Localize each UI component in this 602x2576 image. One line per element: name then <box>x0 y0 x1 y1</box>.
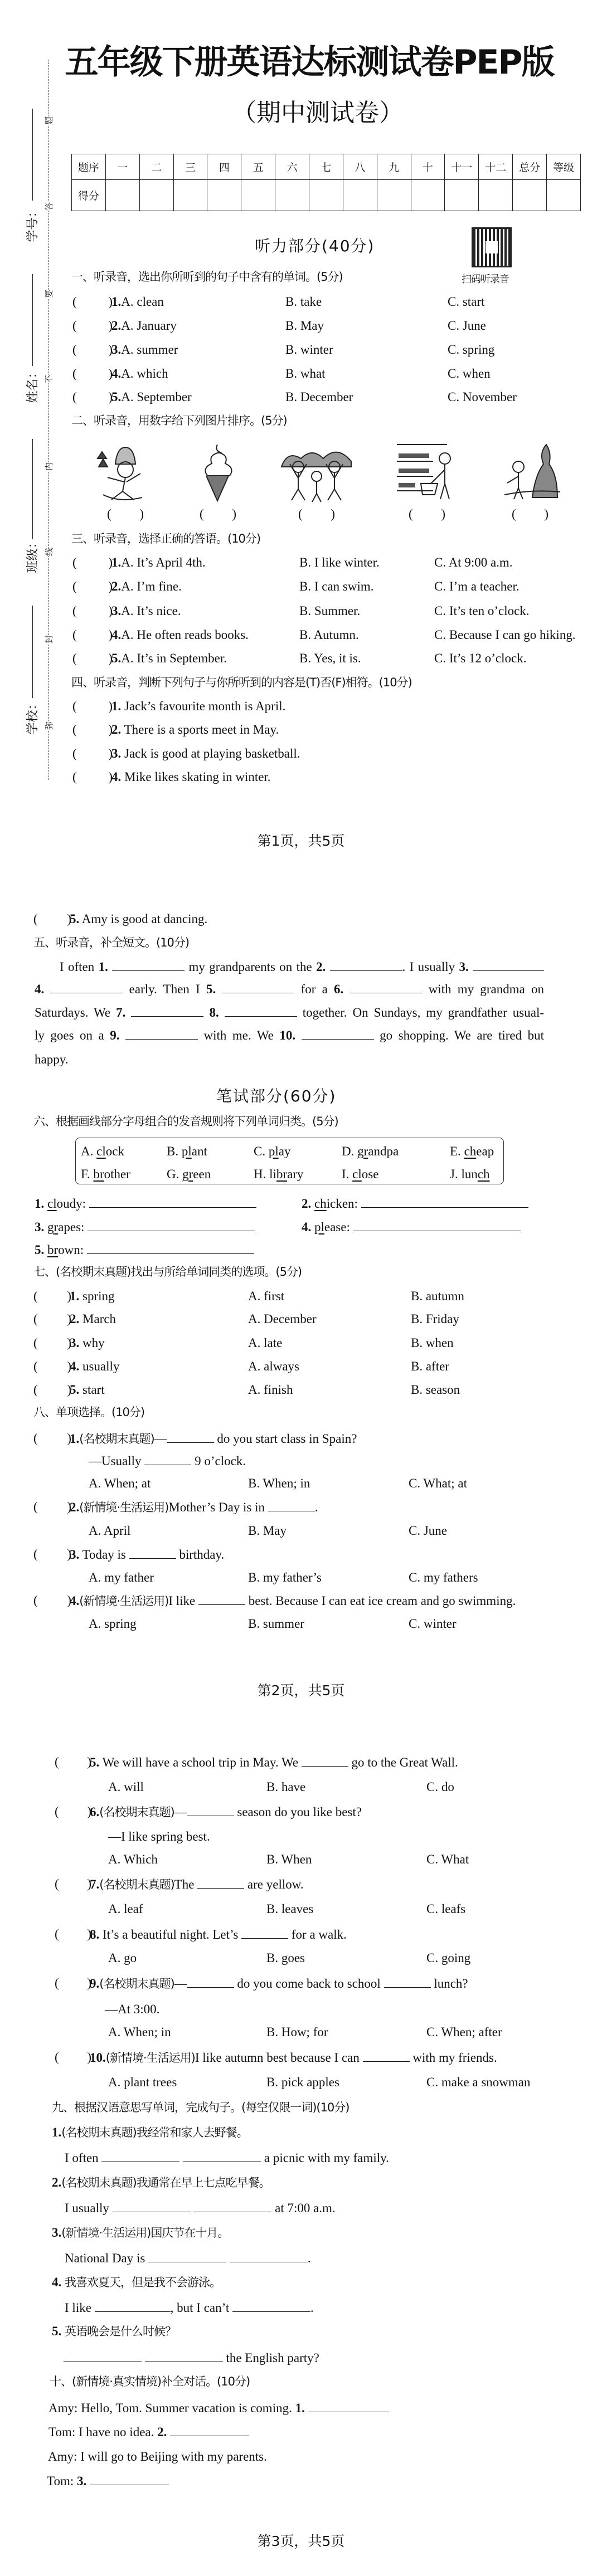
page-footer: 第3页，共5页 <box>257 2533 345 2549</box>
score-cell[interactable] <box>513 180 547 211</box>
family-exercising-picture <box>279 442 354 503</box>
score-cell[interactable] <box>275 180 309 211</box>
fill-blank[interactable] <box>125 1027 198 1040</box>
section-4-heading: 四、听录音，判断下列句子与你所听到的内容是(T)否(F)相符。(10分) <box>71 676 412 689</box>
answer-blank[interactable] <box>33 1382 71 1398</box>
question-row: ( ) 1. Jack’s favourite month is April. <box>0 699 602 714</box>
ice-cream-picture <box>198 442 237 503</box>
answer-blank[interactable] <box>55 1975 91 1991</box>
fill-blank[interactable] <box>187 1975 234 1988</box>
class-line <box>32 439 33 539</box>
section-7-heading: 七、(名校期末真题)找出与所给单词同类的选项。(5分) <box>33 1265 302 1279</box>
answer-blank[interactable] <box>33 1359 71 1374</box>
translation-prompt: 5. 英语晚会是什么时候？ <box>52 2324 176 2338</box>
fill-blank[interactable] <box>268 1499 315 1511</box>
exam-subtitle: （期中测试卷） <box>232 99 404 127</box>
question-row: ( ) 5. We will have a school trip in May. We go to the Great Wall. <box>0 1754 602 1770</box>
question-row: ( ) 5.A. September B. December C. November <box>0 389 602 405</box>
answer-blank[interactable] <box>72 651 113 666</box>
answer-blank[interactable] <box>72 294 113 310</box>
answer-blank[interactable] <box>409 506 445 522</box>
fill-blank[interactable] <box>241 1926 288 1939</box>
fill-blank[interactable] <box>95 2300 171 2312</box>
options-row: A. plant trees B. pick apples C. make a snowman <box>108 2075 531 2089</box>
fill-blank[interactable] <box>88 1219 255 1231</box>
translation-answer: National Day is . <box>65 2251 311 2265</box>
skating-boy-picture <box>92 442 159 503</box>
word-box-row: A. clock B. plant C. play D. grandpa E. cheap <box>81 1144 494 1158</box>
fill-blank[interactable] <box>145 2350 223 2362</box>
score-table <box>71 154 581 211</box>
reply-line: —I like spring best. <box>108 1829 210 1843</box>
fill-blank[interactable] <box>129 1546 176 1559</box>
fill-blank[interactable] <box>183 2150 261 2162</box>
fill-blank[interactable] <box>187 1804 234 1816</box>
page-footer: 第2页，共5页 <box>257 1682 345 1699</box>
page-footer: 第1页，共5页 <box>257 833 345 849</box>
question-row: ( ) 3.A. It’s nice. B. Summer. C. It’s ten o’clock. <box>0 603 602 619</box>
question-row: ( ) 3. Jack is good at playing basketball. <box>0 746 602 762</box>
section-3-heading: 三、听录音，选择正确的答语。(10分) <box>71 532 261 545</box>
fill-blank[interactable] <box>384 1975 431 1988</box>
options-row: A. Which B. When C. What <box>108 1852 469 1866</box>
question-row: ( ) 2.(新情境·生活运用)Mother’s Day is in . <box>0 1499 602 1515</box>
answer-blank[interactable] <box>33 911 71 927</box>
translation-answer: I often a picnic with my family. <box>65 2151 389 2165</box>
classify-row: 3. grapes: 4. please: <box>0 1219 602 1235</box>
question-row: ( ) 2.A. I’m fine. B. I can swim. C. I’m a teacher. <box>0 579 602 594</box>
answer-blank[interactable] <box>33 1335 71 1351</box>
passage-line: happy. <box>35 1052 69 1066</box>
seal-char: 内 <box>44 462 55 471</box>
answer-blank[interactable] <box>55 1804 91 1819</box>
question-row: ( ) 3. Today is birthday. <box>0 1546 602 1562</box>
seal-char: 弥 <box>44 721 55 730</box>
listening-part-title: 听力部分(40分) <box>255 237 375 255</box>
dialogue-line: Tom: I have no idea. 2. <box>48 2424 249 2440</box>
answer-blank[interactable] <box>33 1311 71 1327</box>
question-row: ( ) 3. why A. late B. when <box>0 1335 602 1351</box>
passage-line: Saturdays. We 7. 8. together. On Sundays, my grandfather usual- <box>35 1006 545 1019</box>
question-row: ( ) 5. start A. finish B. season <box>0 1382 602 1398</box>
translation-answer: I usually at 7:00 a.m. <box>65 2201 336 2215</box>
translation-prompt: 1.(名校期末真题)我经常和家人去野餐。 <box>52 2125 248 2139</box>
fill-blank[interactable] <box>113 2200 191 2212</box>
fill-blank[interactable] <box>350 981 423 993</box>
answer-blank[interactable] <box>33 1289 71 1304</box>
answer-blank[interactable] <box>72 699 113 714</box>
fill-blank[interactable] <box>89 1196 256 1208</box>
answer-blank[interactable] <box>72 746 113 762</box>
score-table-row: 得分 <box>72 180 581 211</box>
school-label: 学校： <box>26 697 40 735</box>
score-cell[interactable] <box>105 180 139 211</box>
classify-row: 5. brown: <box>0 1242 602 1257</box>
question-row: ( ) 3.A. summer B. winter C. spring <box>0 342 602 358</box>
question-row: ( ) 8. It’s a beautiful night. Let’s for a walk. <box>0 1926 602 1942</box>
translation-prompt: 4. 我喜欢夏天，但是我不会游泳。 <box>52 2275 221 2289</box>
qr-caption: 扫码听录音 <box>462 274 509 285</box>
score-cell[interactable] <box>207 180 241 211</box>
answer-blank[interactable] <box>55 2050 91 2065</box>
options-row: A. will B. have C. do <box>108 1780 454 1794</box>
question-row: ( ) 9.(名校期末真题)— do you come back to school lunch? <box>0 1975 602 1991</box>
question-row: ( ) 4.A. He often reads books. B. Autumn. C. Because I can go hiking. <box>0 627 602 643</box>
score-cell[interactable] <box>173 180 207 211</box>
section-2-heading: 二、听录音，用数字给下列图片排序。(5分) <box>71 414 287 427</box>
answer-blank[interactable] <box>72 627 113 643</box>
fill-blank[interactable] <box>361 1196 528 1208</box>
question-row: ( ) 2.A. January B. May C. June <box>0 318 602 334</box>
fill-blank[interactable] <box>193 2200 271 2212</box>
fill-blank[interactable] <box>230 2250 308 2262</box>
fill-blank[interactable] <box>198 1593 245 1605</box>
classify-row: 1. cloudy: 2. chicken: <box>0 1196 602 1211</box>
section-8-heading: 八、单项选择。(10分) <box>33 1406 145 1419</box>
fill-blank[interactable] <box>131 1004 203 1017</box>
reply-line: —Usually 9 o’clock. <box>89 1454 246 1468</box>
fill-blank[interactable] <box>225 1004 297 1017</box>
fill-blank[interactable] <box>148 2250 226 2262</box>
fill-blank[interactable] <box>112 959 185 971</box>
reply-line: —At 3:00. <box>105 2002 160 2016</box>
answer-blank[interactable] <box>55 1926 91 1942</box>
answer-blank[interactable] <box>33 1431 71 1446</box>
question-row: ( ) 4. usually A. always B. after <box>0 1359 602 1374</box>
score-cell[interactable] <box>343 180 377 211</box>
seal-char: 线 <box>44 547 55 557</box>
qr-code-icon[interactable] <box>472 227 512 267</box>
answer-blank[interactable] <box>72 366 113 382</box>
fill-blank[interactable] <box>232 2300 310 2312</box>
word-box-row: F. brother G. green H. library I. close J. lunch <box>81 1167 490 1181</box>
translation-answer: the English party? <box>64 2350 319 2366</box>
section-5-heading: 五、听录音，补全短文。(10分) <box>33 936 190 949</box>
answer-blank[interactable] <box>55 1876 91 1892</box>
question-row: ( ) 5.A. It’s in September. B. Yes, it is. C. It’s 12 o’clock. <box>0 651 602 666</box>
score-cell[interactable] <box>377 180 411 211</box>
answer-blank[interactable] <box>72 722 113 738</box>
seal-char: 不 <box>44 374 55 384</box>
fill-blank[interactable] <box>330 959 402 971</box>
seal-char: 题 <box>44 116 55 125</box>
score-cell[interactable] <box>547 180 581 211</box>
fill-blank[interactable] <box>50 981 123 993</box>
fill-blank[interactable] <box>302 1027 374 1040</box>
exam-title: 五年级下册英语达标测试卷PEP版 <box>65 43 554 82</box>
question-row: ( ) 1.A. It’s April 4th. B. I like winter. C. At 9:00 a.m. <box>0 555 602 570</box>
passage-line: ly goes on a 9. with me. We 10. go shopping. We are tired but <box>35 1028 544 1042</box>
answer-blank[interactable] <box>72 769 113 785</box>
fill-blank[interactable] <box>308 2400 389 2412</box>
score-cell[interactable] <box>445 180 479 211</box>
answer-blank[interactable] <box>512 506 548 522</box>
writing-part-title: 笔试部分(60分) <box>216 1087 337 1105</box>
score-cell[interactable] <box>411 180 445 211</box>
answer-blank[interactable] <box>55 1754 91 1770</box>
question-row: ( ) 7.(名校期末真题)The are yellow. <box>0 1876 602 1892</box>
section-1-heading: 一、听录音，选出你所听到的句子中含有的单词。(5分) <box>71 270 343 284</box>
answer-blank[interactable] <box>72 318 113 334</box>
fill-blank[interactable] <box>101 2150 179 2162</box>
fill-blank[interactable] <box>144 1453 191 1465</box>
options-row: A. spring B. summer C. winter <box>89 1617 457 1631</box>
question-row: ( ) 1.(名校期末真题)— do you start class in Spain? <box>0 1431 602 1446</box>
answer-blank[interactable] <box>33 1546 71 1562</box>
fill-blank[interactable] <box>197 1876 244 1889</box>
name-label: 姓名： <box>26 366 40 403</box>
score-cell[interactable] <box>139 180 173 211</box>
passage-line: 4. early. Then I 5. for a 6. with my grandma on <box>35 982 545 996</box>
dialogue-line: Amy: I will go to Beijing with my parents. <box>48 2450 267 2463</box>
fill-blank[interactable] <box>473 959 544 971</box>
translation-answer: I like , but I can’t . <box>65 2301 314 2315</box>
answer-blank[interactable] <box>33 1499 71 1515</box>
score-cell[interactable] <box>479 180 513 211</box>
answer-blank[interactable] <box>33 1593 71 1608</box>
fill-blank[interactable] <box>170 2424 249 2436</box>
answer-blank[interactable] <box>72 603 113 619</box>
options-row: A. leaf B. leaves C. leafs <box>108 1902 466 1916</box>
question-row: ( ) 1.A. clean B. take C. start <box>0 294 602 310</box>
picture-answer-row <box>0 506 602 522</box>
options-row: A. When; at B. When; in C. What; at <box>89 1476 467 1490</box>
fill-blank[interactable] <box>87 1242 254 1254</box>
question-row: ( ) 5. Amy is good at dancing. <box>0 911 602 927</box>
answer-blank[interactable] <box>72 555 113 570</box>
options-row: A. my father B. my father’s C. my fathers <box>89 1570 478 1584</box>
question-row: ( ) 4. Mike likes skating in winter. <box>0 769 602 785</box>
answer-blank[interactable] <box>200 506 236 522</box>
fill-blank[interactable] <box>302 1754 348 1767</box>
options-row: A. go B. goes C. going <box>108 1951 471 1965</box>
section-6-heading: 六、根据画线部分字母组合的发音规则将下列单词归类。(5分) <box>33 1115 338 1128</box>
answer-blank[interactable] <box>298 506 335 522</box>
question-row: ( ) 4.A. which B. what C. when <box>0 366 602 382</box>
fill-blank[interactable] <box>64 2350 142 2362</box>
options-row: A. When; in B. How; for C. When; after <box>108 2025 502 2039</box>
supermarket-shopping-picture <box>396 442 457 503</box>
question-row: ( ) 2. March A. December B. Friday <box>0 1311 602 1327</box>
dialogue-line: Tom: 3. <box>47 2473 169 2489</box>
seal-char: 答 <box>44 202 55 211</box>
student-id-label: 学号： <box>26 205 40 242</box>
question-row: ( ) 10.(新情境·生活运用)I like autumn best because I can with my friends. <box>0 2050 602 2065</box>
fill-blank[interactable] <box>353 1219 521 1231</box>
fill-blank[interactable] <box>167 1431 214 1443</box>
fill-blank[interactable] <box>363 2050 410 2062</box>
passage-line: I often 1. my grandparents on the 2. . I usually 3. <box>35 959 544 975</box>
answer-blank[interactable] <box>72 342 113 358</box>
score-cell[interactable] <box>241 180 275 211</box>
answer-blank[interactable] <box>107 506 144 522</box>
translation-prompt: 2.(名校期末真题)我通常在早上七点吃早餐。 <box>52 2175 270 2189</box>
translation-prompt: 3.(新情境·生活运用)国庆节在十月。 <box>52 2226 229 2240</box>
score-cell[interactable] <box>309 180 343 211</box>
section-10-heading: 十、(新情境·真实情境)补全对话。(10分) <box>50 2375 250 2388</box>
fill-blank[interactable] <box>222 981 294 993</box>
hiking-mountain-picture <box>502 442 563 503</box>
question-row: ( ) 6.(名校期末真题)— season do you like best? <box>0 1804 602 1819</box>
question-row: ( ) 2. There is a sports meet in May. <box>0 722 602 738</box>
seal-char: 要 <box>44 289 55 299</box>
answer-blank[interactable] <box>72 579 113 594</box>
score-table-header: 题序 一 二 三 四 五 六 七 八 九 十 十一 十二 总分 等级 <box>72 154 581 180</box>
question-row: ( ) 1. spring A. first B. autumn <box>0 1289 602 1304</box>
dialogue-line: Amy: Hello, Tom. Summer vacation is coming. 1. <box>48 2400 389 2416</box>
fill-blank[interactable] <box>90 2473 169 2485</box>
options-row: A. April B. May C. June <box>89 1524 447 1538</box>
question-row: ( ) 4.(新情境·生活运用)I like best. Because I can eat ice cream and go swimming. <box>0 1593 602 1608</box>
answer-blank[interactable] <box>72 389 113 405</box>
class-label: 班级： <box>26 536 40 573</box>
seal-dashed-line <box>48 60 49 780</box>
seal-char: 封 <box>44 635 55 644</box>
section-9-heading: 九、根据汉语意思写单词，完成句子。(每空仅限一词)(10分) <box>52 2101 349 2114</box>
